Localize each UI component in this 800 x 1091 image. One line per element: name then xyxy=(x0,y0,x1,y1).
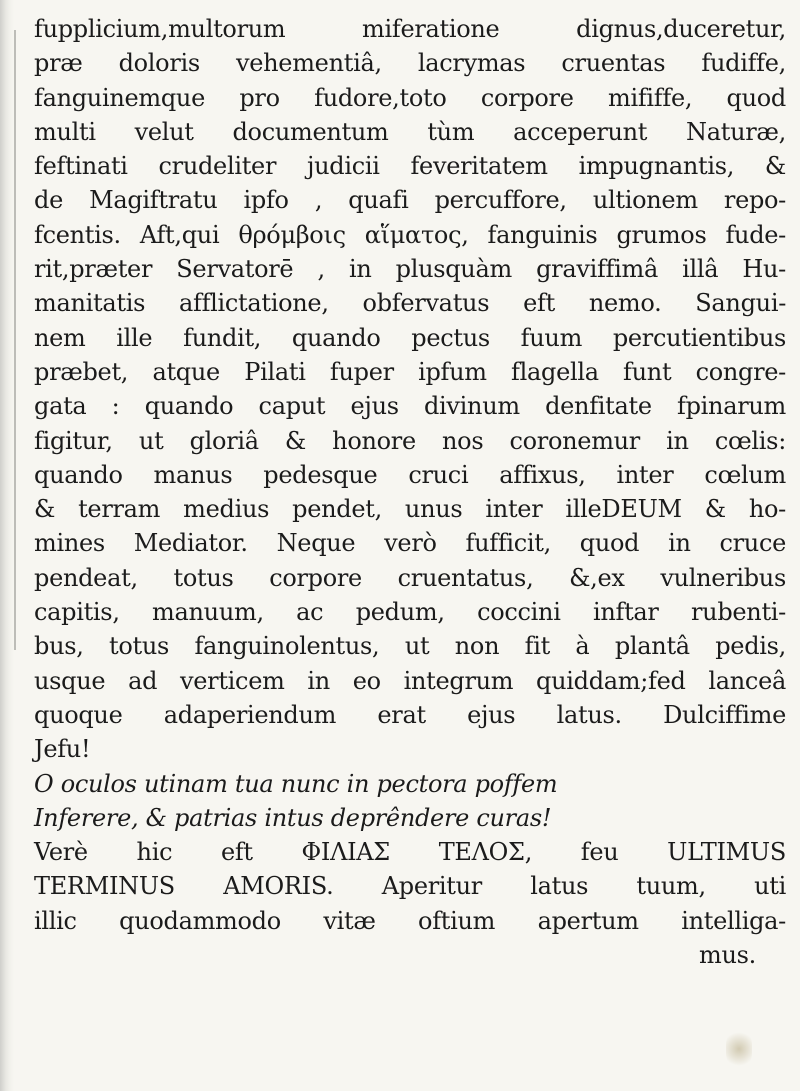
text-line: fcentis. Aft,qui θρόμβοις αἵματος, fanguinis grumos fude- xyxy=(34,220,786,249)
text-line: nem ille fundit, quando pectus fuum percutientibus xyxy=(34,323,786,352)
text-line: pendeat, totus corpore cruentatus, &,ex vulneribus xyxy=(34,563,786,592)
text-line: bus, totus fanguinolentus, ut non fit à plantâ pedis, xyxy=(34,632,786,661)
text-line: multi velut documentum tùm acceperunt Naturæ, xyxy=(34,117,786,146)
text-line: mus. xyxy=(699,941,756,970)
verse-line: O oculos utinam tua nunc in pectora poffem xyxy=(34,769,558,798)
text-line: Jefu! xyxy=(34,735,91,764)
text-line: mines Mediator. Neque verò fufficit, quod in cruce xyxy=(34,529,786,558)
text-line: & terram medius pendet, unus inter illeDEUM & ho- xyxy=(34,495,786,524)
text-block xyxy=(34,12,786,972)
text-line: usque ad verticem in eo integrum quiddam;fed lanceâ xyxy=(34,666,786,695)
text-line: feftinati crudeliter judicii feveritatem impugnantis, & xyxy=(34,152,786,181)
text-line: illic quodammodo vitæ oftium apertum intelliga- xyxy=(34,906,786,935)
text-line: TERMINUS AMORIS. Aperitur latus tuum, uti xyxy=(34,872,786,901)
paper-stain xyxy=(726,1029,752,1069)
text-line: præbet, atque Pilati fuper ipfum flagella funt congre- xyxy=(34,357,786,386)
text-line: fupplicium,multorum miferatione dignus,duceretur, xyxy=(34,15,786,43)
text-line: Verè hic eft ΦΙΛΙΑΣ ΤΕΛΟΣ, feu ULTIMUS xyxy=(34,838,786,867)
text-line: quando manus pedesque cruci affixus, inter cœlum xyxy=(34,460,786,489)
text-line: figitur, ut gloriâ & honore nos coronemur in cœlis: xyxy=(34,426,786,455)
text-line: de Magiftratu ipfo , quafi percuffore, ultionem repo- xyxy=(34,186,786,215)
text-line: fanguinemque pro fudore,toto corpore mififfe, quod xyxy=(34,83,786,112)
text-line: gata : quando caput ejus divinum denfitate fpinarum xyxy=(34,392,786,421)
margin-rule xyxy=(14,30,16,650)
verse-line: Inferere, & patrias intus deprêndere curas! xyxy=(34,803,552,832)
text-line: præ doloris vehementiâ, lacrymas cruentas fudiffe, xyxy=(34,49,786,78)
text-line: capitis, manuum, ac pedum, coccini inftar rubenti- xyxy=(34,598,786,627)
text-line: rit,præter Servatorē , in plusquàm graviffimâ illâ Hu- xyxy=(34,255,786,284)
page-binding-edge xyxy=(0,0,14,1091)
text-line: quoque adaperiendum erat ejus latus. Dulciffime xyxy=(34,700,786,729)
text-line: manitatis afflictatione, obfervatus eft nemo. Sangui- xyxy=(34,289,786,318)
